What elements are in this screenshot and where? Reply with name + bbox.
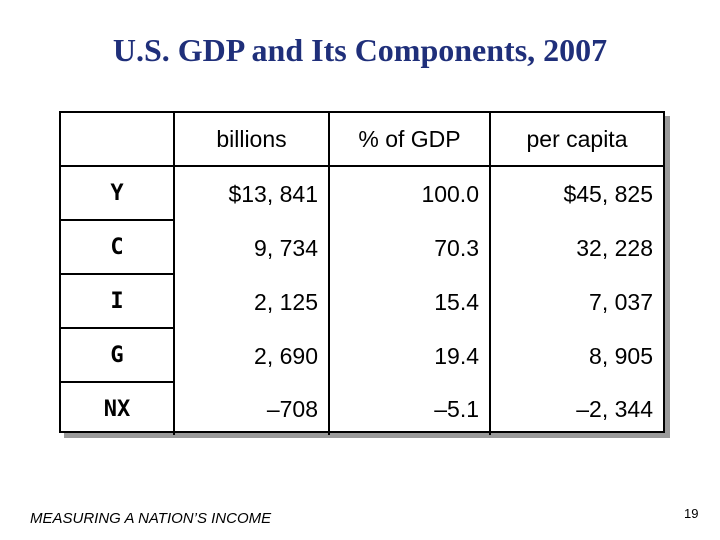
column-header: per capita <box>491 113 663 167</box>
gdp-table <box>59 111 665 433</box>
per-capita-cell: 7, 037 <box>589 288 653 315</box>
row-label: Y <box>61 167 175 221</box>
per-capita-cell: 32, 228 <box>576 234 653 261</box>
header-corner <box>61 113 175 167</box>
billions-cell: 9, 734 <box>175 221 330 275</box>
per-capita-cell: $45, 825 <box>563 180 653 207</box>
per-capita-cell: 8, 905 <box>589 342 653 369</box>
billions-cell: 2, 125 <box>175 275 330 329</box>
billions-cell: –708 <box>175 383 330 435</box>
per-capita-cell: –2, 344 <box>576 395 653 422</box>
billions-cell: $13, 841 <box>175 167 330 221</box>
column-header: billions <box>175 113 330 167</box>
billions-cell: 2, 690 <box>175 329 330 383</box>
page-number: 19 <box>684 506 699 521</box>
footer-text: MEASURING A NATION’S INCOME <box>30 510 272 527</box>
percent-gdp-cell: –5.1 <box>330 383 491 435</box>
row-label: NX <box>61 383 175 435</box>
row-label: I <box>61 275 175 329</box>
percent-gdp-cell: 100.0 <box>330 167 491 221</box>
percent-gdp-cell: 70.3 <box>330 221 491 275</box>
slide-title: U.S. GDP and Its Components, 2007 <box>112 32 608 68</box>
column-header: % of GDP <box>330 113 491 167</box>
percent-gdp-cell: 15.4 <box>330 275 491 329</box>
row-label: C <box>61 221 175 275</box>
row-label: G <box>61 329 175 383</box>
percent-gdp-cell: 19.4 <box>330 329 491 383</box>
